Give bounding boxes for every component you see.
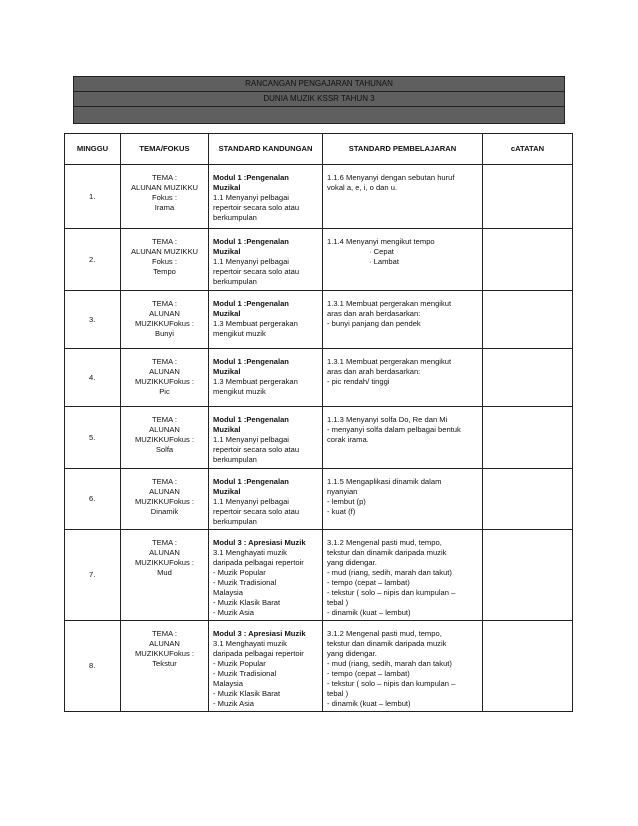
tema-line: MUZIKKUFokus : (134, 319, 195, 328)
tema-line: Tempo (153, 267, 176, 276)
standard-pembelajaran-cell (323, 621, 483, 712)
header-tema-fokus: TEMA/FOKUS (121, 134, 209, 165)
bullet-item: · Lambat (369, 257, 399, 266)
pembelajaran-line: 1.3.1 Membuat pergerakan mengikut (327, 357, 452, 366)
pembelajaran-line: tebal ) (327, 598, 349, 607)
standard-pembelajaran-cell (323, 407, 483, 469)
pembelajaran-line: 3.1.2 Mengenal pasti mud, tempo, (327, 629, 442, 638)
pembelajaran-line: - tekstur ( solo – nipis dan kumpulan – (327, 679, 456, 688)
week-cell: 1. (65, 165, 121, 229)
kandungan-line: repertoir secara solo atau (213, 507, 300, 516)
tema-cell (121, 291, 209, 349)
tema-line: Pic (159, 387, 170, 396)
pembelajaran-line: - mud (riang, sedih, marah dan takut) (327, 659, 452, 668)
week-cell: 8. (65, 621, 121, 712)
kandungan-line: 1.1 Menyanyi pelbagai (213, 193, 289, 202)
pembelajaran-line: nyanyian (327, 487, 358, 496)
tema-line: Irama (154, 203, 175, 212)
pembelajaran-line: - tempo (cepat – lambat) (327, 578, 410, 587)
kandungan-line: 1.1 Menyanyi pelbagai (213, 435, 289, 444)
kandungan-line: berkumpulan (213, 517, 257, 526)
standard-kandungan-cell (209, 349, 323, 407)
pembelajaran-line: - tempo (cepat – lambat) (327, 669, 410, 678)
catatan-cell (483, 530, 573, 621)
standard-kandungan-cell (209, 407, 323, 469)
pembelajaran-line: - lembut (p) (327, 497, 366, 506)
catatan-cell (483, 291, 573, 349)
table-row (65, 165, 573, 229)
pembelajaran-line: corak irama. (327, 435, 369, 444)
kandungan-line: mengikut muzik (213, 329, 266, 338)
tema-line: TEMA : (152, 299, 177, 308)
tema-line: Tekstur (152, 659, 177, 668)
tema-line: ALUNAN (149, 367, 180, 376)
kandungan-line: 3.1 Menghayati muzik (213, 639, 287, 648)
standard-pembelajaran-cell (323, 291, 483, 349)
bullet-item: · Cepat (369, 247, 394, 256)
table-row (65, 349, 573, 407)
week-cell: 4. (65, 349, 121, 407)
module-title: Muzikal (213, 183, 241, 192)
kandungan-line: - Muzik Klasik Barat (213, 689, 281, 698)
pembelajaran-line: aras dan arah berdasarkan: (327, 367, 421, 376)
kandungan-line: Malaysia (213, 679, 243, 688)
tema-cell (121, 349, 209, 407)
module-title: Modul 1 :Pengenalan (213, 415, 289, 424)
tema-line: Fokus : (152, 257, 177, 266)
module-title: Muzikal (213, 487, 241, 496)
kandungan-line: 1.1 Menyanyi pelbagai (213, 257, 289, 266)
catatan-cell (483, 165, 573, 229)
pembelajaran-line: 3.1.2 Mengenal pasti mud, tempo, (327, 538, 442, 547)
standard-kandungan-cell (209, 291, 323, 349)
pembelajaran-line: tekstur dan dinamik daripada muzik (327, 548, 447, 557)
tema-line: Mud (157, 568, 172, 577)
tema-line: MUZIKKUFokus : (134, 497, 195, 506)
tema-line: ALUNAN (149, 639, 180, 648)
standard-kandungan-cell (209, 530, 323, 621)
tema-cell (121, 165, 209, 229)
pembelajaran-line: vokal a, e, i, o dan u. (327, 183, 398, 192)
pembelajaran-line: - menyanyi solfa dalam pelbagai bentuk (327, 425, 461, 434)
tema-line: Fokus : (152, 193, 177, 202)
module-title: Modul 3 : Apresiasi Muzik (213, 629, 306, 638)
module-title: Modul 3 : Apresiasi Muzik (213, 538, 306, 547)
tema-line: ALUNAN MUZIKKU (130, 183, 199, 192)
pembelajaran-line: - pic rendah/ tinggi (327, 377, 390, 386)
week-cell: 3. (65, 291, 121, 349)
standard-kandungan-cell (209, 165, 323, 229)
pembelajaran-line: 1.1.6 Menyanyi dengan sebutan huruf (327, 173, 455, 182)
header-minggu: MINGGU (65, 134, 121, 165)
tema-line: MUZIKKUFokus : (134, 558, 195, 567)
header-standard-pembelajaran: STANDARD PEMBELAJARAN (323, 134, 483, 165)
kandungan-line: Malaysia (213, 588, 243, 597)
table-row (65, 621, 573, 712)
tema-cell (121, 407, 209, 469)
pembelajaran-line: 1.1.3 Menyanyi solfa Do, Re dan Mi (327, 415, 448, 424)
table-row (65, 530, 573, 621)
standard-pembelajaran-cell (323, 229, 483, 291)
module-title: Modul 1 :Pengenalan (213, 299, 289, 308)
pembelajaran-line: 1.3.1 Membuat pergerakan mengikut (327, 299, 452, 308)
pembelajaran-line: - kuat (f) (327, 507, 356, 516)
tema-line: TEMA : (152, 629, 177, 638)
kandungan-line: - Muzik Tradisional (213, 669, 277, 678)
kandungan-line: repertoir secara solo atau (213, 445, 300, 454)
kandungan-line: 1.1 Menyanyi pelbagai (213, 497, 289, 506)
module-title: Modul 1 :Pengenalan (213, 357, 289, 366)
document-banner (73, 76, 565, 124)
tema-line: ALUNAN (149, 487, 180, 496)
kandungan-line: repertoir secara solo atau (213, 203, 300, 212)
tema-line: MUZIKKUFokus : (134, 377, 195, 386)
standard-kandungan-cell (209, 469, 323, 530)
standard-kandungan-cell (209, 229, 323, 291)
tema-line: Bunyi (155, 329, 174, 338)
standard-pembelajaran-cell (323, 469, 483, 530)
lesson-plan-table (64, 133, 573, 712)
table-row (65, 407, 573, 469)
table-row (65, 291, 573, 349)
module-title: Muzikal (213, 425, 241, 434)
module-title: Muzikal (213, 309, 241, 318)
kandungan-line: berkumpulan (213, 213, 257, 222)
catatan-cell (483, 469, 573, 530)
pembelajaran-line: - mud (riang, sedih, marah dan takut) (327, 568, 452, 577)
standard-kandungan-cell (209, 621, 323, 712)
kandungan-line: 3.1 Menghayati muzik (213, 548, 287, 557)
module-title: Modul 1 :Pengenalan (213, 477, 289, 486)
pembelajaran-line: yang didengar. (327, 558, 377, 567)
kandungan-line: - Muzik Asia (213, 699, 254, 708)
kandungan-line: 1.3 Membuat pergerakan (213, 319, 298, 328)
catatan-cell (483, 229, 573, 291)
pembelajaran-line: 1.1.5 Mengaplikasi dinamik dalam (327, 477, 442, 486)
tema-line: Solfa (155, 445, 174, 454)
standard-pembelajaran-cell (323, 349, 483, 407)
tema-cell (121, 229, 209, 291)
week-cell: 7. (65, 530, 121, 621)
kandungan-line: - Muzik Tradisional (213, 578, 277, 587)
tema-line: MUZIKKUFokus : (134, 649, 195, 658)
pembelajaran-line: yang didengar. (327, 649, 377, 658)
catatan-cell (483, 407, 573, 469)
kandungan-line: berkumpulan (213, 277, 257, 286)
header-catatan: cATATAN (483, 134, 573, 165)
pembelajaran-line: - dinamik (kuat – lembut) (327, 608, 411, 617)
pembelajaran-line: - dinamik (kuat – lembut) (327, 699, 411, 708)
tema-line: ALUNAN MUZIKKU (130, 247, 199, 256)
module-title: Modul 1 :Pengenalan (213, 237, 289, 246)
tema-line: TEMA : (152, 173, 177, 182)
tema-line: MUZIKKUFokus : (134, 435, 195, 444)
table-row (65, 469, 573, 530)
week-cell: 6. (65, 469, 121, 530)
tema-line: Dinamik (150, 507, 179, 516)
tema-cell (121, 469, 209, 530)
header-standard-kandungan: STANDARD KANDUNGAN (209, 134, 323, 165)
tema-cell (121, 530, 209, 621)
tema-line: ALUNAN (149, 548, 180, 557)
pembelajaran-line: aras dan arah berdasarkan: (327, 309, 421, 318)
pembelajaran-line: tekstur dan dinamik daripada muzik (327, 639, 447, 648)
tema-line: TEMA : (152, 357, 177, 366)
standard-pembelajaran-cell (323, 530, 483, 621)
tema-line: TEMA : (152, 477, 177, 486)
catatan-cell (483, 349, 573, 407)
catatan-cell (483, 621, 573, 712)
kandungan-line: repertoir secara solo atau (213, 267, 300, 276)
module-title: Muzikal (213, 247, 241, 256)
kandungan-line: mengikut muzik (213, 387, 266, 396)
table-row (65, 229, 573, 291)
pembelajaran-line: tebal ) (327, 689, 349, 698)
kandungan-line: - Muzik Klasik Barat (213, 598, 281, 607)
kandungan-line: berkumpulan (213, 455, 257, 464)
tema-line: TEMA : (152, 237, 177, 246)
module-title: Modul 1 :Pengenalan (213, 173, 289, 182)
week-cell: 2. (65, 229, 121, 291)
kandungan-line: - Muzik Popular (213, 568, 266, 577)
pembelajaran-line: - bunyi panjang dan pendek (327, 319, 421, 328)
kandungan-line: 1.3 Membuat pergerakan (213, 377, 298, 386)
document-subtitle: DUNIA MUZIK KSSR TAHUN 3 (74, 92, 564, 107)
week-cell: 5. (65, 407, 121, 469)
tema-line: ALUNAN (149, 309, 180, 318)
kandungan-line: - Muzik Popular (213, 659, 266, 668)
kandungan-line: - Muzik Asia (213, 608, 254, 617)
kandungan-line: daripada pelbagai repertoir (213, 649, 304, 658)
tema-cell (121, 621, 209, 712)
standard-pembelajaran-cell (323, 165, 483, 229)
tema-line: TEMA : (152, 415, 177, 424)
document-title: RANCANGAN PENGAJARAN TAHUNAN (74, 77, 564, 92)
table-header-row (65, 134, 573, 165)
pembelajaran-line: 1.1.4 Menyanyi mengikut tempo (327, 237, 435, 246)
kandungan-line: daripada pelbagai repertoir (213, 558, 304, 567)
tema-line: TEMA : (152, 538, 177, 547)
module-title: Muzikal (213, 367, 241, 376)
pembelajaran-line: - tekstur ( solo – nipis dan kumpulan – (327, 588, 456, 597)
tema-line: ALUNAN (149, 425, 180, 434)
